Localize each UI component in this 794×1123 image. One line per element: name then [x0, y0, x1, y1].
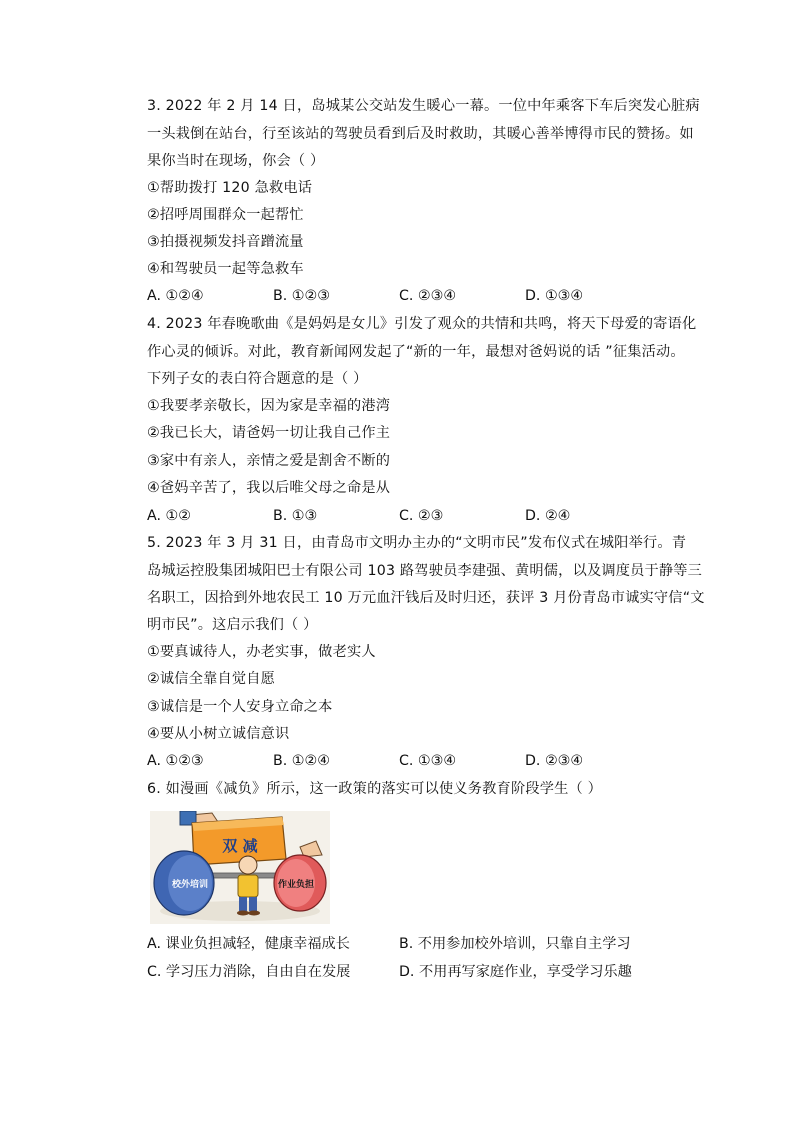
- question-4-statement-2: ②我已长大，请爸妈一切让我自己作主: [147, 425, 391, 441]
- question-4-statement-1: ①我要孝亲敬长，因为家是幸福的港湾: [147, 398, 391, 414]
- question-3-option-b: B. ①②③: [273, 288, 330, 304]
- question-5-stem-line-4: 明市民”。这启示我们（ ）: [147, 617, 318, 633]
- question-5-option-c: C. ①③④: [399, 753, 457, 769]
- question-5-option-d: D. ②③④: [525, 753, 584, 769]
- question-4-stem-line-3: 下列子女的表白符合题意的是（ ）: [147, 371, 368, 387]
- question-5-statement-2: ②诚信全靠自觉自愿: [147, 671, 276, 687]
- question-3-option-c: C. ②③④: [399, 288, 457, 304]
- question-4-stem-line-1: 4. 2023 年春晚歌曲《是妈妈是女儿》引发了观众的共情和共鸣，将天下母爱的寄语化: [147, 316, 697, 332]
- question-5-option-b: B. ①②④: [273, 753, 330, 769]
- question-4-statement-4: ④爸妈辛苦了，我以后唯父母之命是从: [147, 480, 391, 496]
- banner-text: 双 减: [222, 837, 258, 855]
- question-3-statement-4: ④和驾驶员一起等急救车: [147, 261, 304, 277]
- right-weight-label: 作业负担: [277, 880, 315, 890]
- left-weight-label: 校外培训: [171, 880, 209, 890]
- question-3-stem-line-2: 一头栽倒在站台，行至该站的驾驶员看到后及时救助，其暖心善举博得市民的赞扬。如: [147, 126, 694, 142]
- question-5-stem-line-2: 岛城运控股集团城阳巴士有限公司 103 路驾驶员李建强、黄明儒，以及调度员于静等三: [147, 563, 703, 579]
- question-5-statement-3: ③诚信是一个人安身立命之本: [147, 699, 333, 715]
- question-5-option-a: A. ①②③: [147, 753, 204, 769]
- question-5-statement-1: ①要真诚待人，办老实事，做老实人: [147, 644, 376, 660]
- question-4-option-d: D. ②④: [525, 508, 571, 524]
- question-6-option-d: D. 不用再写家庭作业，享受学习乐趣: [399, 964, 632, 980]
- question-3-statement-3: ③拍摄视频发抖音蹭流量: [147, 234, 304, 250]
- question-3-option-a: A. ①②④: [147, 288, 204, 304]
- question-4-statement-3: ③家中有亲人，亲情之爱是割舍不断的: [147, 453, 391, 469]
- question-3-stem-line-3: 果你当时在现场，你会（ ）: [147, 153, 325, 169]
- question-5-statement-4: ④要从小树立诚信意识: [147, 726, 290, 742]
- question-4-option-b: B. ①③: [273, 508, 318, 524]
- question-3-statement-2: ②招呼周围群众一起帮忙: [147, 207, 304, 223]
- question-4-stem-line-2: 作心灵的倾诉。对此，教育新闻网发起了“新的一年，最想对爸妈说的话 ”征集活动。: [147, 344, 685, 360]
- question-6-option-a: A. 课业负担减轻，健康幸福成长: [147, 936, 350, 952]
- question-3-statement-1: ①帮助拨打 120 急救电话: [147, 180, 313, 196]
- question-4-option-a: A. ①②: [147, 508, 191, 524]
- question-3-option-d: D. ①③④: [525, 288, 584, 304]
- cartoon-illustration: [150, 811, 330, 924]
- question-6-stem-line-1: 6. 如漫画《减负》所示，这一政策的落实可以使义务教育阶段学生（ ）: [147, 781, 602, 797]
- question-6-option-c: C. 学习压力消除，自由自在发展: [147, 964, 351, 980]
- question-4-option-c: C. ②③: [399, 508, 444, 524]
- question-5-stem-line-1: 5. 2023 年 3 月 31 日，由青岛市文明办主办的“文明市民”发布仪式在城阳举行。青: [147, 535, 687, 551]
- question-5-stem-line-3: 名职工，因拾到外地农民工 10 万元血汗钱后及时归还，获评 3 月份青岛市诚实守信“文: [147, 590, 705, 606]
- question-3-stem-line-1: 3. 2022 年 2 月 14 日，岛城某公交站发生暖心一幕。一位中年乘客下车后突发心脏病: [147, 98, 700, 114]
- question-6-option-b: B. 不用参加校外培训，只靠自主学习: [399, 936, 631, 952]
